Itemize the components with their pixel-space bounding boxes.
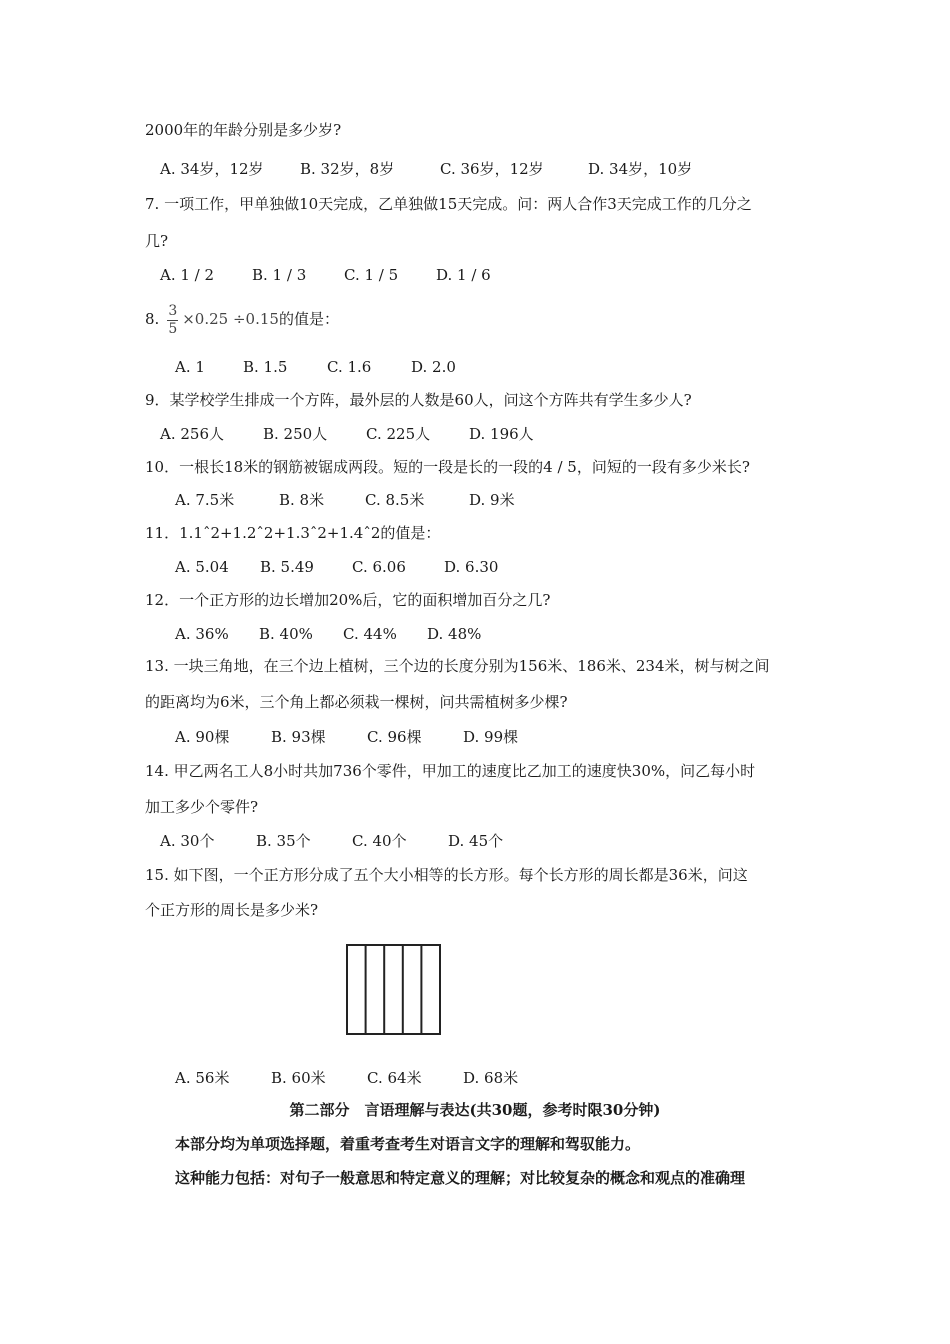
part2-paragraph-2: 这种能力包括：对句子一般意思和特定意义的理解；对比较复杂的概念和观点的准确理 (175, 1169, 746, 1187)
q12-option-d: D. 48% (427, 625, 482, 643)
q14-stem-line2: 加工多少个零件? (145, 798, 259, 816)
q9-option-a: A. 256人 (160, 425, 224, 443)
q7-stem: 7. 一项工作，甲单独做10天完成，乙单独做15天完成。问：两人合作3天完成工作的几分之 (145, 195, 752, 213)
q9-option-b: B. 250人 (263, 425, 328, 443)
q13-option-c: C. 96棵 (367, 728, 422, 746)
q8-number: 8. (145, 310, 160, 328)
q10-options (175, 490, 810, 510)
q8-fraction-denominator: 5 (168, 320, 178, 337)
q11-option-c: C. 6.06 (352, 558, 406, 576)
q8-option-d: D. 2.0 (411, 358, 456, 376)
q6-option-b: B. 32岁，8岁 (300, 160, 395, 178)
q8-fraction-numerator: 3 (168, 302, 178, 319)
q13-option-d: D. 99棵 (463, 728, 519, 746)
q8-option-c: C. 1.6 (327, 358, 372, 376)
q8-options (175, 357, 810, 377)
q14-option-c: C. 40个 (352, 832, 407, 850)
q7-options (160, 265, 810, 285)
q11-options (175, 557, 810, 577)
q15-stem-line2: 个正方形的周长是多少米? (145, 901, 319, 919)
q10-option-d: D. 9米 (469, 491, 515, 509)
q9-option-c: C. 225人 (366, 425, 431, 443)
q8-option-a: A. 1 (175, 358, 205, 376)
q12-option-b: B. 40% (259, 625, 313, 643)
part2-heading: 第二部分 言语理解与表达(共30题，参考时限30分钟) (289, 1101, 661, 1119)
square-five-rectangles-figure (343, 942, 443, 1038)
q9-stem: 9．某学校学生排成一个方阵，最外层的人数是60人，问这个方阵共有学生多少人? (145, 391, 692, 409)
q15-option-b: B. 60米 (271, 1069, 326, 1087)
q12-options (175, 624, 810, 644)
q15-option-c: C. 64米 (367, 1069, 422, 1087)
q14-options (160, 831, 810, 851)
q10-option-a: A. 7.5米 (175, 491, 235, 509)
q7-option-b: B. 1 / 3 (252, 266, 307, 284)
q8-expression: ×0.25 ÷0.15 (182, 310, 279, 328)
q7-option-a: A. 1 / 2 (160, 266, 215, 284)
q8-stem-tail: 的值是： (278, 310, 339, 328)
q14-stem: 14. 甲乙两名工人8小时共加736个零件，甲加工的速度比乙加工的速度快30%，问乙每小时 (145, 762, 756, 780)
q14-option-d: D. 45个 (448, 832, 504, 850)
q14-option-b: B. 35个 (256, 832, 311, 850)
q13-option-a: A. 90棵 (175, 728, 230, 746)
q6-option-c: C. 36岁，12岁 (440, 160, 544, 178)
q8-stem (145, 300, 810, 338)
q7-stem-line2: 几? (145, 232, 169, 250)
q13-stem-line2: 的距离均为6米，三个角上都必须栽一棵树，问共需植树多少棵? (145, 693, 568, 711)
q10-stem: 10．一根长18米的钢筋被锯成两段。短的一段是长的一段的4 / 5，问短的一段有多少米长? (145, 458, 750, 476)
outer-square (347, 945, 440, 1034)
q15-stem: 15. 如下图，一个正方形分成了五个大小相等的长方形。每个长方形的周长都是36米，问这 (145, 866, 748, 884)
part2-paragraph-1: 本部分均为单项选择题，着重考查考生对语言文字的理解和驾驭能力。 (175, 1135, 641, 1153)
q12-option-a: A. 36% (175, 625, 229, 643)
q10-option-c: C. 8.5米 (365, 491, 425, 509)
q6-option-d: D. 34岁，10岁 (588, 160, 693, 178)
q8-fraction (167, 303, 178, 338)
q6-stem-continuation: 2000年的年龄分别是多少岁? (145, 121, 342, 139)
q12-stem: 12．一个正方形的边长增加20%后，它的面积增加百分之几? (145, 591, 551, 609)
q11-option-d: D. 6.30 (444, 558, 499, 576)
q6-options (160, 159, 810, 179)
q12-option-c: C. 44% (343, 625, 397, 643)
q13-options (175, 727, 810, 747)
q14-option-a: A. 30个 (160, 832, 215, 850)
q13-option-b: B. 93棵 (271, 728, 326, 746)
q15-option-a: A. 56米 (175, 1069, 230, 1087)
q11-option-a: A. 5.04 (175, 558, 229, 576)
q15-options (175, 1068, 810, 1088)
q7-option-d: D. 1 / 6 (436, 266, 491, 284)
q7-option-c: C. 1 / 5 (344, 266, 399, 284)
q15-option-d: D. 68米 (463, 1069, 519, 1087)
q11-stem: 11．1.1ˆ2+1.2ˆ2+1.3ˆ2+1.4ˆ2的值是： (145, 524, 441, 542)
q13-stem: 13. 一块三角地，在三个边上植树，三个边的长度分别为156米、186米、234米，树与树之间 (145, 657, 770, 675)
q6-option-a: A. 34岁，12岁 (160, 160, 264, 178)
q9-option-d: D. 196人 (469, 425, 534, 443)
q11-option-b: B. 5.49 (260, 558, 314, 576)
q10-option-b: B. 8米 (279, 491, 325, 509)
q8-option-b: B. 1.5 (243, 358, 288, 376)
q9-options (160, 424, 810, 444)
